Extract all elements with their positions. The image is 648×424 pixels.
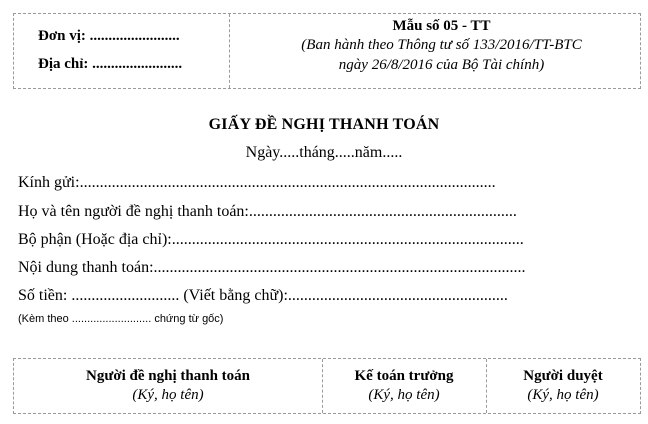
signature-title: Người đề nghị thanh toán bbox=[85, 368, 251, 384]
field-amount: Số tiền: ........................... (Viết bằng chữ):....................................................... bbox=[18, 287, 508, 304]
signature-note: (Ký, họ tên) bbox=[527, 387, 599, 403]
signature-title: Người duyệt bbox=[523, 368, 603, 384]
signature-requester bbox=[14, 367, 322, 405]
form-note-line-2: ngày 26/8/2016 của Bộ Tài chính) bbox=[338, 57, 545, 73]
document-title: GIẤY ĐỀ NGHỊ THANH TOÁN bbox=[208, 116, 440, 133]
field-recipient: Kính gửi:........................................................................................................ bbox=[18, 174, 496, 191]
signature-note: (Ký, họ tên) bbox=[368, 387, 440, 403]
form-code: Mẫu số 05 - TT bbox=[392, 18, 491, 34]
attachment-note: (Kèm theo .......................... chứng từ gốc) bbox=[18, 313, 224, 325]
signature-approver bbox=[486, 367, 640, 405]
signature-box bbox=[13, 358, 641, 414]
field-payment-content: Nội dung thanh toán:............................................................................................. bbox=[18, 259, 526, 276]
field-department: Bộ phận (Hoặc địa chỉ):........................................................................................ bbox=[18, 231, 524, 248]
address-label: Địa chỉ: ........................ bbox=[38, 56, 183, 72]
signature-chief-accountant bbox=[322, 367, 486, 405]
form-info bbox=[244, 18, 639, 75]
header-box bbox=[13, 13, 641, 89]
form-note-line-1: (Ban hành theo Thông tư số 133/2016/TT-BTC bbox=[301, 37, 582, 53]
field-requester-name: Họ và tên người đề nghị thanh toán:................................................................... bbox=[18, 203, 517, 220]
signature-note: (Ký, họ tên) bbox=[132, 387, 204, 403]
signature-title: Kế toán trưởng bbox=[354, 368, 454, 384]
date-line: Ngày.....tháng.....năm..... bbox=[245, 144, 403, 161]
unit-label: Đơn vị: ........................ bbox=[38, 28, 180, 44]
header-divider bbox=[229, 14, 230, 88]
